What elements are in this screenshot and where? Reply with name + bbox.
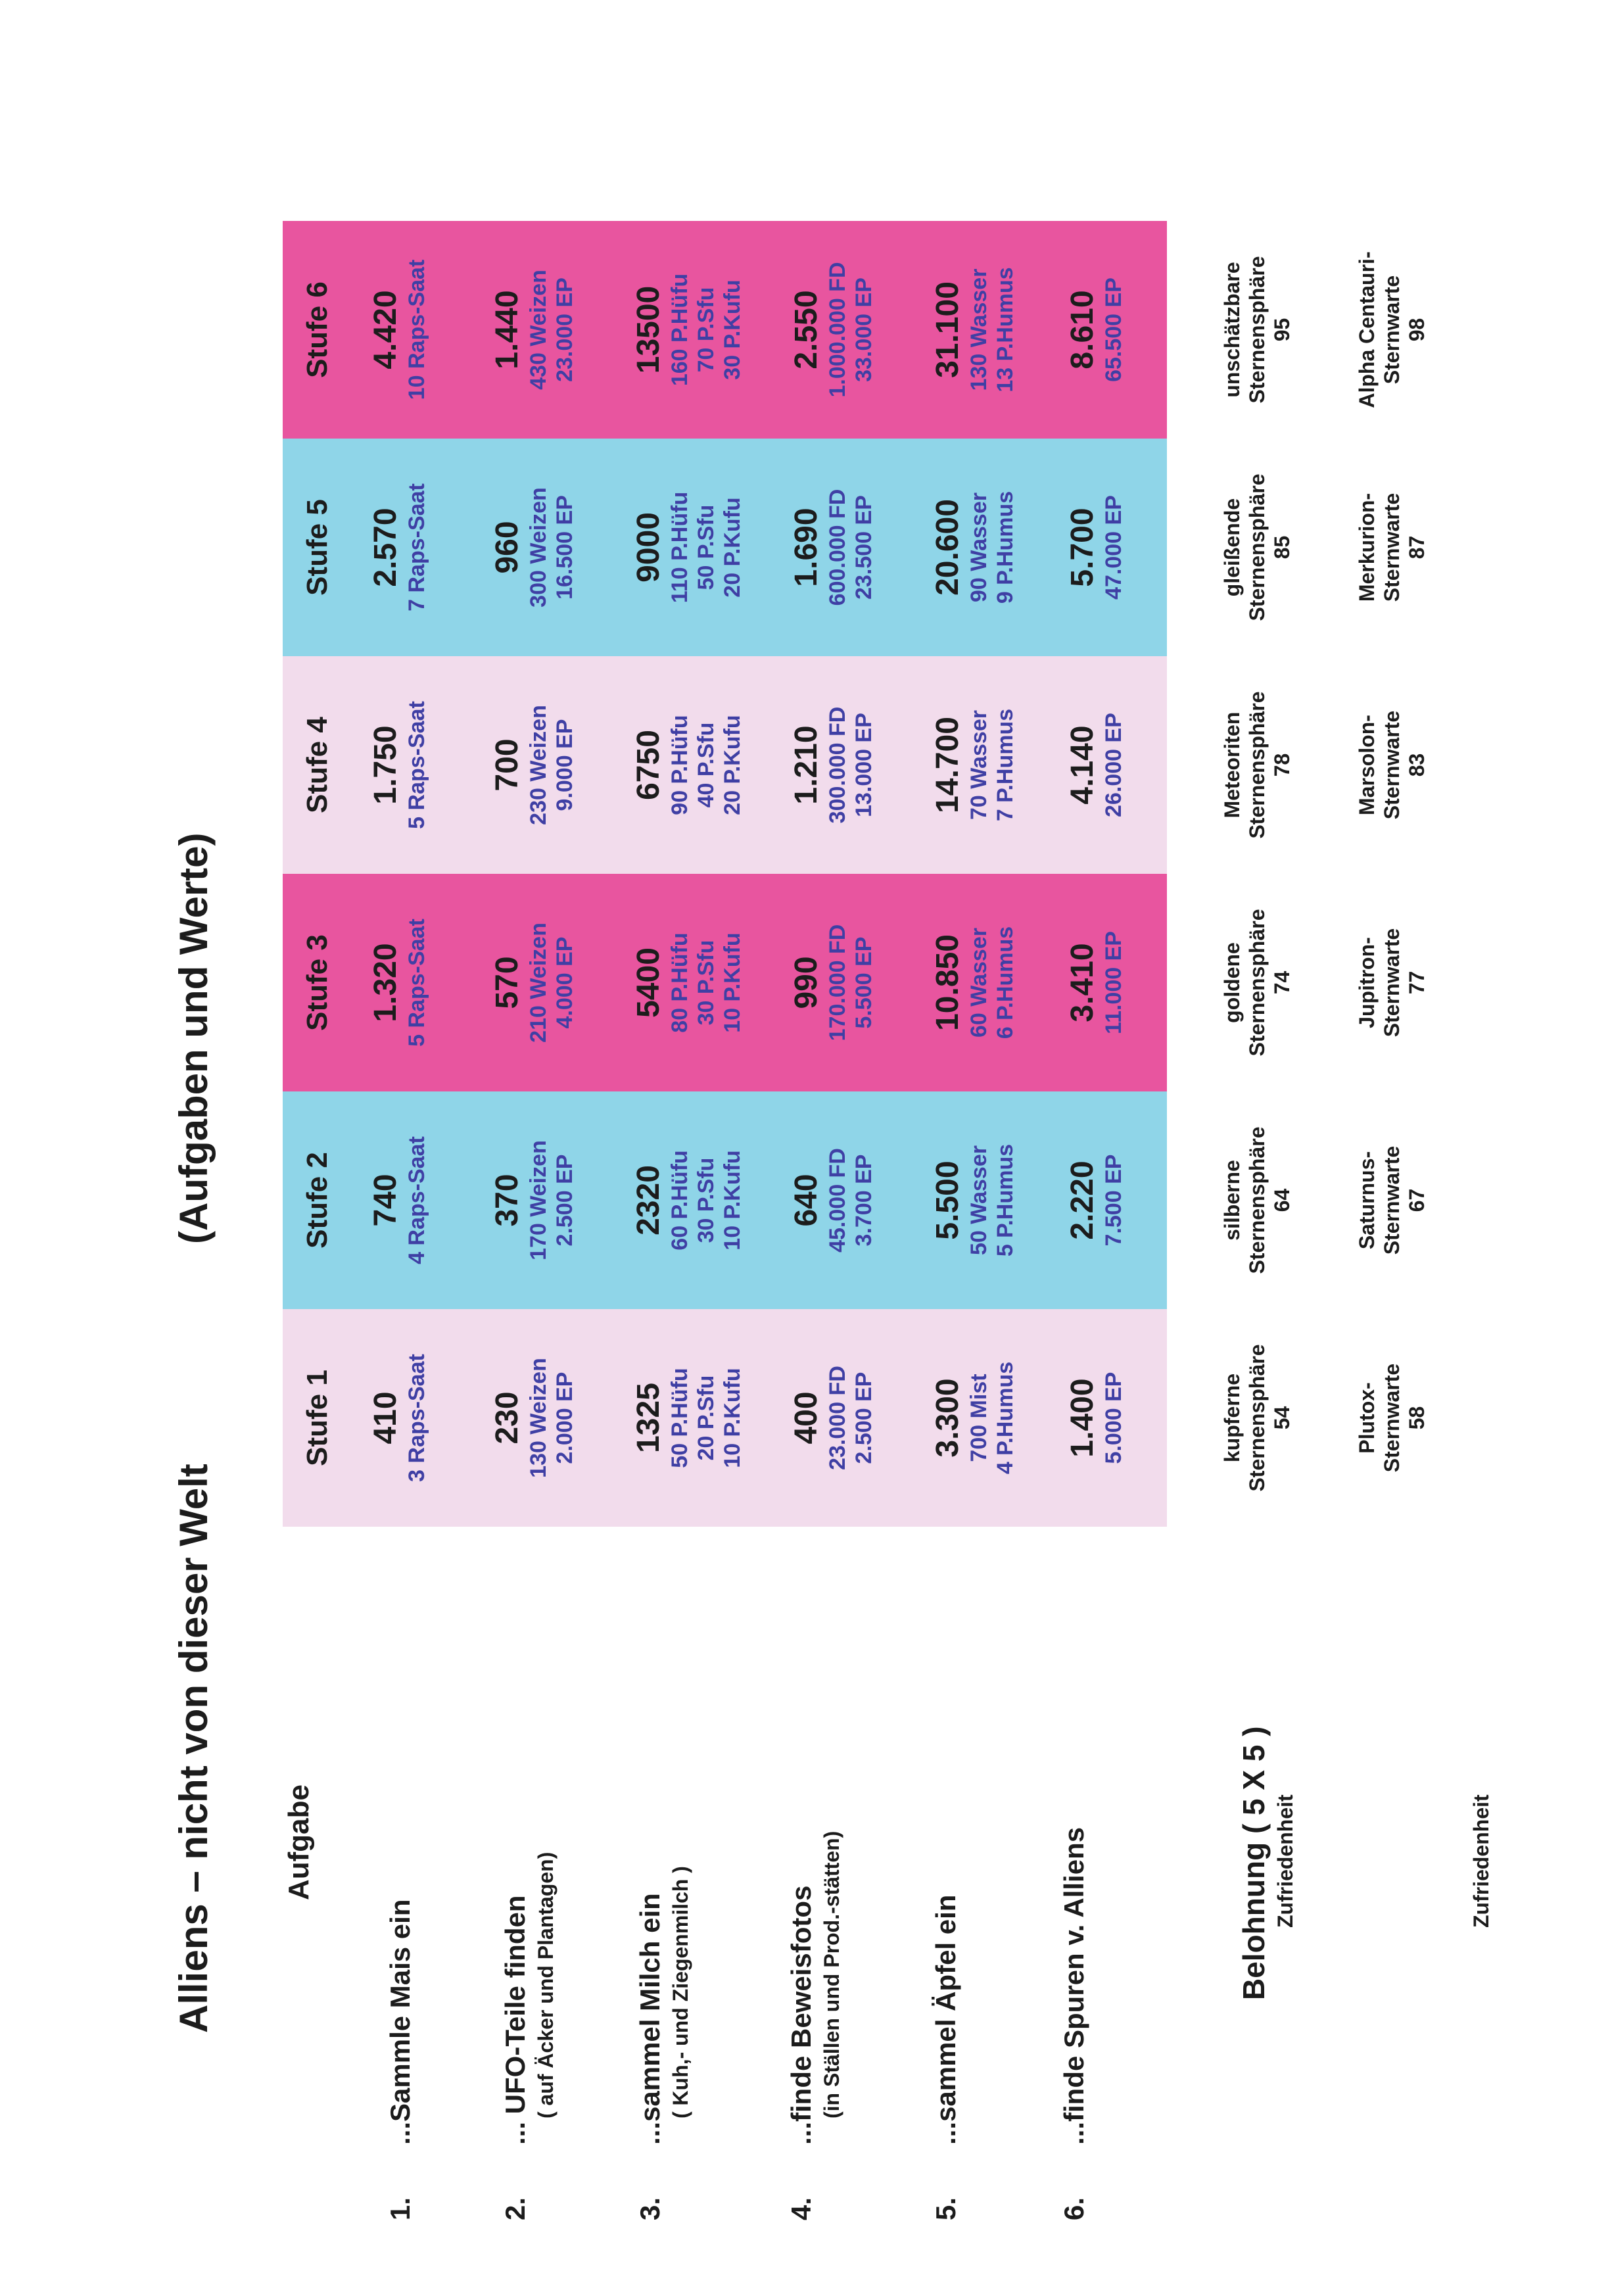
cell-detail: 5.000 EP — [1101, 1372, 1126, 1464]
cell-detail: 20 P.Kufu — [720, 497, 745, 598]
cell-value: 5.700 — [1065, 508, 1100, 587]
reward-text: Sternwarte — [1380, 492, 1404, 602]
cell-detail: 7 P.Humus — [993, 708, 1018, 822]
cell-detail: 6 P.Humus — [993, 926, 1018, 1040]
cell-detail: 23.000 EP — [552, 277, 577, 382]
reward-observatory — [1354, 439, 1429, 656]
reward-text: Sternensphäre — [1245, 1126, 1269, 1274]
reward-sphere — [1220, 656, 1294, 874]
cell-detail: 30 P.Kufu — [720, 279, 745, 380]
reward-sphere — [1220, 439, 1294, 656]
reward-text: Marsolon- — [1355, 715, 1379, 815]
cell-detail: 300.000 FD — [825, 706, 850, 824]
table-cell — [789, 439, 877, 656]
cell-detail: 20 P.Kufu — [720, 715, 745, 815]
table-cell — [631, 439, 746, 656]
cell-detail: 9.000 EP — [552, 719, 577, 811]
cell-value: 1.400 — [1065, 1378, 1100, 1458]
reward-text: Saturnus- — [1355, 1151, 1379, 1250]
cell-detail: 10 P.Kufu — [720, 932, 745, 1033]
table-cell — [930, 1091, 1018, 1309]
reward-value: 87 — [1405, 535, 1429, 560]
reward-text: silberne — [1220, 1160, 1244, 1241]
table-cell — [789, 221, 877, 439]
reward-text: Sternensphäre — [1245, 256, 1269, 404]
stage-header: Stufe 1 — [301, 1370, 333, 1466]
reward-sphere — [1220, 1309, 1294, 1527]
cell-value: 370 — [490, 1174, 525, 1227]
table-cell — [490, 874, 578, 1091]
cell-value: 31.100 — [930, 281, 965, 378]
cell-detail: 5 Raps-Saat — [404, 919, 429, 1047]
cell-value: 700 — [490, 738, 525, 792]
cell-value: 410 — [368, 1391, 403, 1445]
page-subtitle: (Aufgaben und Werte) — [172, 832, 216, 1244]
task-number: 1. — [385, 2197, 415, 2220]
table-cell — [368, 1091, 430, 1309]
cell-detail: 60 P.Hüfu — [667, 1150, 692, 1251]
cell-detail: 80 P.Hüfu — [667, 932, 692, 1033]
reward-text: kupferne — [1220, 1373, 1244, 1463]
reward-text: Sternwarte — [1380, 275, 1404, 385]
cell-detail: 33.000 EP — [851, 277, 876, 382]
task-label: ... UFO-Teile finden — [500, 1895, 531, 2145]
table-cell — [490, 656, 578, 874]
reward-value: 58 — [1405, 1406, 1429, 1430]
reward-value: 78 — [1270, 753, 1294, 777]
stage-header: Stufe 3 — [301, 934, 333, 1031]
table-cell — [368, 874, 430, 1091]
cell-detail: 40 P.Sfu — [694, 722, 719, 808]
reward-text: unschätzbare — [1220, 262, 1244, 398]
reward-observatory — [1354, 656, 1429, 874]
cell-value: 6750 — [631, 730, 666, 800]
table-cell — [631, 1091, 746, 1309]
table-cell — [789, 656, 877, 874]
task-number: 6. — [1058, 2197, 1089, 2220]
observatory-satisfaction-label: Zufriedenheit — [1469, 1794, 1493, 1928]
cell-detail: 4.000 EP — [552, 936, 577, 1029]
reward-value: 85 — [1270, 535, 1294, 560]
task-label: ...Sammle Mais ein — [385, 1899, 415, 2145]
reward-text: Sternwarte — [1380, 928, 1404, 1038]
reward-value: 64 — [1270, 1188, 1294, 1212]
cell-detail: 30 P.Sfu — [694, 1157, 719, 1243]
table-cell — [1065, 1309, 1127, 1527]
cell-detail: 700 Mist — [966, 1374, 991, 1462]
cell-detail: 70 P.Sfu — [694, 287, 719, 373]
cell-detail: 4 P.Humus — [993, 1361, 1018, 1475]
reward-satisfaction-label: Zufriedenheit — [1273, 1794, 1297, 1928]
reward-observatory — [1354, 874, 1429, 1091]
reward-sphere — [1220, 874, 1294, 1091]
values-table — [283, 218, 1167, 1527]
cell-detail: 3 Raps-Saat — [404, 1354, 429, 1482]
cell-detail: 300 Weizen — [526, 487, 551, 608]
cell-detail: 23.000 FD — [825, 1366, 850, 1470]
table-cell — [631, 221, 746, 439]
table-cell — [490, 439, 578, 656]
reward-value: 54 — [1270, 1406, 1294, 1430]
table-cell — [631, 874, 746, 1091]
cell-detail: 60 Wasser — [966, 928, 991, 1038]
cell-value: 10.850 — [930, 934, 965, 1031]
cell-detail: 50 Wasser — [966, 1145, 991, 1255]
stage-header: Stufe 2 — [301, 1152, 333, 1249]
table-cell — [1065, 656, 1127, 874]
reward-text: Sternensphäre — [1245, 691, 1269, 839]
cell-value: 400 — [789, 1391, 824, 1445]
cell-detail: 90 Wasser — [966, 492, 991, 602]
cell-detail: 16.500 EP — [552, 495, 577, 600]
table-cell — [789, 874, 877, 1091]
reward-text: Merkurion- — [1355, 492, 1379, 602]
cell-detail: 170.000 FD — [825, 924, 850, 1041]
cell-detail: 50 P.Hüfu — [667, 1368, 692, 1468]
cell-value: 2320 — [631, 1165, 666, 1235]
table-cell — [631, 656, 746, 874]
cell-detail: 11.000 EP — [1101, 931, 1126, 1034]
reward-text: Sternensphäre — [1245, 909, 1269, 1057]
reward-text: Plutox- — [1355, 1382, 1379, 1454]
cell-value: 5400 — [631, 947, 666, 1018]
reward-observatory — [1354, 221, 1429, 439]
reward-text: goldene — [1220, 942, 1244, 1023]
cell-detail: 600.000 FD — [825, 489, 850, 606]
cell-detail: 23.500 EP — [851, 495, 876, 600]
cell-detail: 45.000 FD — [825, 1148, 850, 1253]
table-cell — [490, 1091, 578, 1309]
cell-value: 1.690 — [789, 508, 824, 587]
cell-detail: 130 Wasser — [966, 268, 991, 391]
table-cell — [930, 1309, 1018, 1527]
cell-detail: 230 Weizen — [526, 705, 551, 825]
cell-detail: 2.500 EP — [552, 1154, 577, 1247]
table-cell — [789, 1091, 877, 1309]
table-cell — [1065, 221, 1127, 439]
cell-value: 1325 — [631, 1383, 666, 1453]
reward-text: Alpha Centauri- — [1355, 251, 1379, 408]
reward-value: 98 — [1405, 318, 1429, 342]
table-cell — [631, 1309, 746, 1527]
page-title: Alliens – nicht von dieser Welt — [172, 1464, 216, 2033]
cell-detail: 4 Raps-Saat — [404, 1136, 429, 1264]
reward-value: 95 — [1270, 318, 1294, 342]
reward-observatory — [1354, 1091, 1429, 1309]
cell-detail: 2.000 EP — [552, 1372, 577, 1464]
table-cell — [368, 439, 430, 656]
reward-value: 67 — [1405, 1188, 1429, 1212]
table-cell — [490, 221, 578, 439]
table-cell — [789, 1309, 877, 1527]
cell-detail: 170 Weizen — [526, 1140, 551, 1260]
cell-detail: 13 P.Humus — [993, 267, 1018, 393]
table-cell — [368, 221, 430, 439]
cell-value: 3.300 — [930, 1378, 965, 1458]
cell-detail: 90 P.Hüfu — [667, 715, 692, 815]
cell-detail: 13.000 EP — [851, 713, 876, 817]
cell-detail: 5 P.Humus — [993, 1143, 1018, 1257]
cell-detail: 210 Weizen — [526, 922, 551, 1043]
reward-text: Sternwarte — [1380, 710, 1404, 820]
table-cell — [930, 874, 1018, 1091]
stage-header: Stufe 6 — [301, 281, 333, 378]
table-cell — [1065, 439, 1127, 656]
table-cell — [930, 656, 1018, 874]
reward-value: 77 — [1405, 970, 1429, 995]
cell-value: 8.610 — [1065, 290, 1100, 370]
cell-value: 1.320 — [368, 943, 403, 1022]
cell-value: 1.750 — [368, 725, 403, 805]
reward-text: Jupitron- — [1355, 937, 1379, 1028]
cell-detail: 1.000.000 FD — [825, 262, 850, 398]
task-number: 4. — [786, 2197, 817, 2220]
task-number: 3. — [634, 2197, 665, 2220]
reward-observatory — [1354, 1309, 1429, 1527]
cell-detail: 7 Raps-Saat — [404, 483, 429, 611]
table-cell — [368, 1309, 430, 1527]
reward-value: 83 — [1405, 753, 1429, 777]
cell-detail: 20 P.Sfu — [694, 1375, 719, 1461]
task-number: 5. — [930, 2197, 961, 2220]
stage-header: Stufe 5 — [301, 499, 333, 596]
task-label: ...sammel Äpfel ein — [930, 1894, 961, 2145]
cell-value: 740 — [368, 1174, 403, 1227]
cell-value: 13500 — [631, 285, 666, 374]
cell-value: 230 — [490, 1391, 525, 1445]
cell-value: 9000 — [631, 512, 666, 583]
cell-detail: 7.500 EP — [1101, 1154, 1126, 1247]
cell-detail: 10 P.Kufu — [720, 1368, 745, 1468]
task-sublabel: ( Kuh,- und Ziegenmilch ) — [669, 1866, 692, 2118]
cell-value: 5.500 — [930, 1160, 965, 1240]
cell-detail: 5.500 EP — [851, 936, 876, 1029]
cell-value: 2.220 — [1065, 1160, 1100, 1240]
cell-value: 4.420 — [368, 290, 403, 370]
table-cell — [1065, 1091, 1127, 1309]
cell-detail: 430 Weizen — [526, 270, 551, 390]
cell-detail: 130 Weizen — [526, 1358, 551, 1478]
task-label: ...finde Beweisfotos — [786, 1885, 817, 2145]
cell-value: 2.570 — [368, 508, 403, 587]
cell-value: 990 — [789, 956, 824, 1009]
cell-value: 640 — [789, 1174, 824, 1227]
task-sublabel: ( auf Äcker und Plantagen) — [534, 1852, 557, 2118]
cell-detail: 10 Raps-Saat — [404, 259, 429, 400]
cell-value: 570 — [490, 956, 525, 1009]
cell-detail: 110 P.Hüfu — [667, 491, 692, 604]
cell-detail: 70 Wasser — [966, 710, 991, 820]
reward-value: 74 — [1270, 970, 1294, 995]
cell-detail: 5 Raps-Saat — [404, 701, 429, 829]
stage-header: Stufe 4 — [301, 717, 333, 813]
cell-detail: 26.000 EP — [1101, 713, 1126, 817]
cell-detail: 3.700 EP — [851, 1154, 876, 1247]
cell-value: 1.210 — [789, 725, 824, 805]
cell-value: 4.140 — [1065, 725, 1100, 805]
reward-text: gleißende — [1220, 498, 1244, 597]
cell-detail: 47.000 EP — [1101, 495, 1126, 600]
table-cell — [368, 656, 430, 874]
cell-value: 2.550 — [789, 290, 824, 370]
cell-value: 14.700 — [930, 717, 965, 813]
cell-detail: 50 P.Sfu — [694, 504, 719, 590]
table-cell — [1065, 874, 1127, 1091]
reward-text: Sternwarte — [1380, 1145, 1404, 1255]
cell-detail: 10 P.Kufu — [720, 1150, 745, 1251]
cell-value: 20.600 — [930, 499, 965, 596]
task-header: Aufgabe — [283, 1784, 315, 1900]
cell-detail: 65.500 EP — [1101, 277, 1126, 382]
cell-detail: 2.500 EP — [851, 1372, 876, 1464]
table-cell — [490, 1309, 578, 1527]
reward-text: Sternensphäre — [1245, 1344, 1269, 1492]
reward-sphere — [1220, 1091, 1294, 1309]
task-number: 2. — [500, 2197, 531, 2220]
reward-label: Belohnung ( 5 X 5 ) — [1237, 1726, 1271, 2000]
cell-detail: 30 P.Sfu — [694, 940, 719, 1026]
reward-sphere — [1220, 221, 1294, 439]
cell-value: 960 — [490, 521, 525, 574]
reward-text: Meteoriten — [1220, 711, 1244, 819]
cell-detail: 160 P.Hüfu — [667, 273, 692, 387]
table-cell — [930, 439, 1018, 656]
task-label: ...sammel Milch ein — [634, 1893, 665, 2145]
reward-text: Sternwarte — [1380, 1363, 1404, 1473]
cell-detail: 9 P.Humus — [993, 490, 1018, 604]
reward-text: Sternensphäre — [1245, 473, 1269, 621]
task-label: ...finde Spuren v. Alliens — [1058, 1827, 1089, 2145]
task-sublabel: (in Ställen und Prod.-stätten) — [820, 1830, 843, 2118]
cell-value: 1.440 — [490, 290, 525, 370]
table-cell — [930, 221, 1018, 439]
cell-value: 3.410 — [1065, 943, 1100, 1022]
